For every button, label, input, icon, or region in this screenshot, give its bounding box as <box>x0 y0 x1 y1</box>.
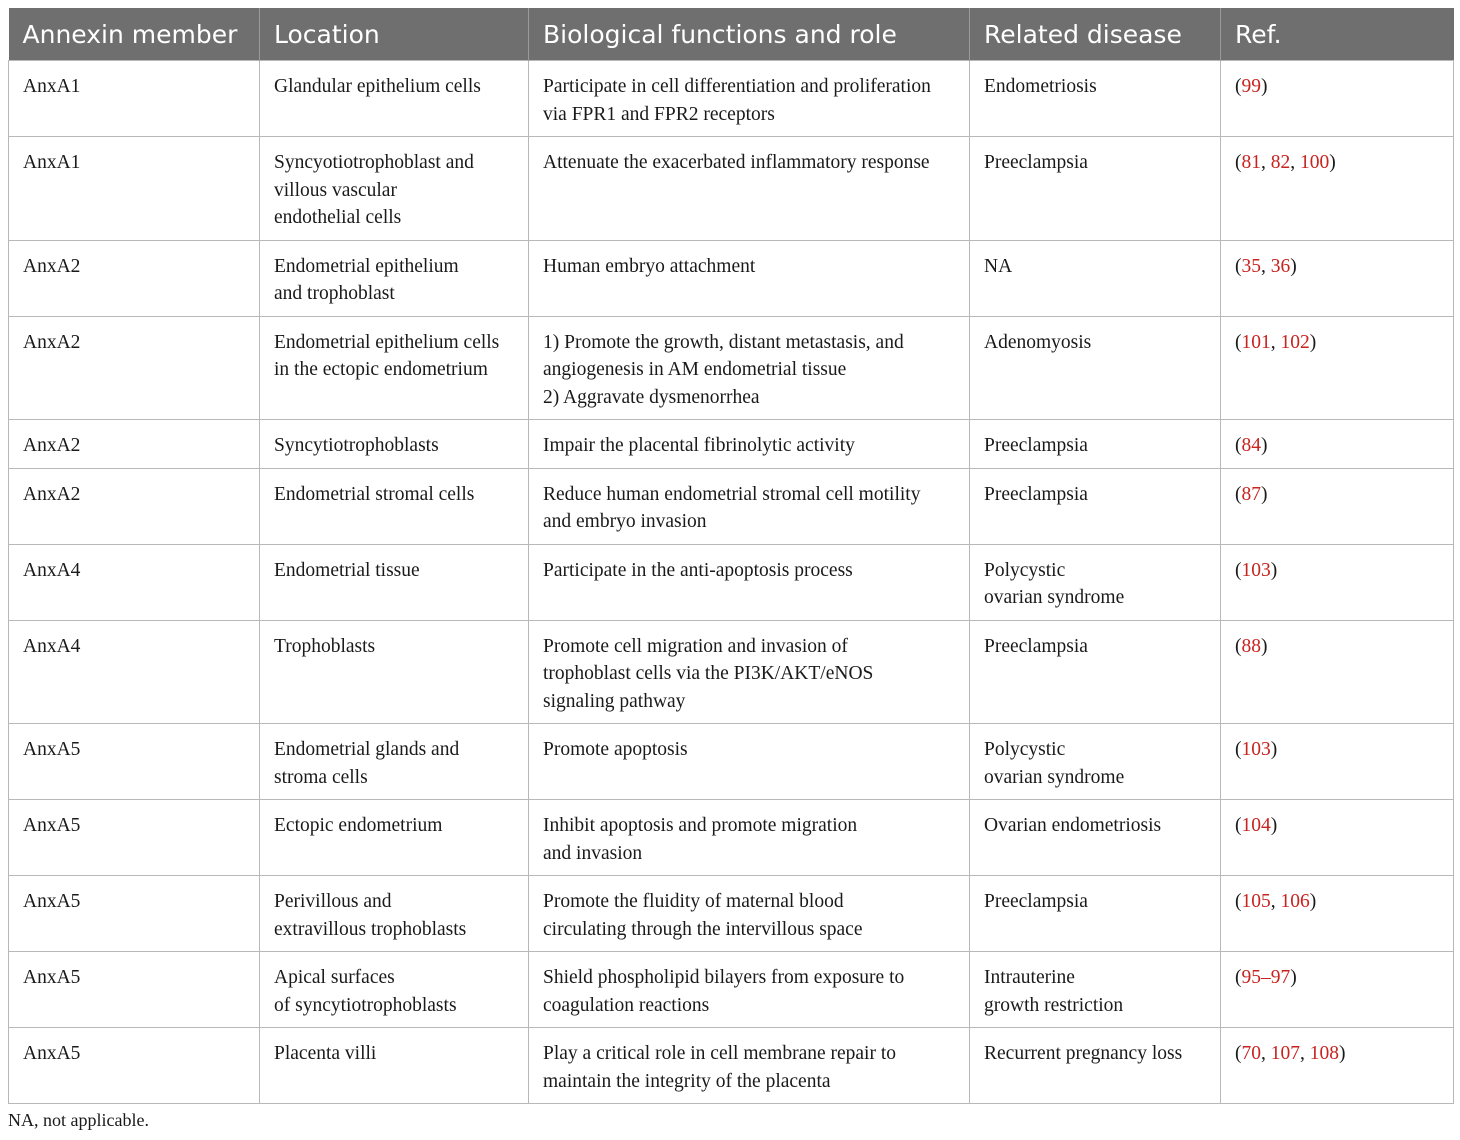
ref-link[interactable]: 101 <box>1241 331 1271 353</box>
cell-disease <box>970 240 1221 316</box>
ref-link[interactable]: 103 <box>1241 559 1271 581</box>
cell-location <box>260 800 529 876</box>
cell-ref: (70, 107, 108) <box>1221 1028 1454 1104</box>
table-body <box>9 61 1454 1104</box>
cell-ref: (99) <box>1221 61 1454 137</box>
ref-link[interactable]: 36 <box>1270 255 1291 277</box>
cell-function-line: angiogenesis in AM endometrial tissue <box>543 359 847 380</box>
cell-function-line: signaling pathway <box>543 690 686 712</box>
cell-location-line: Syncyotiotrophoblast and <box>274 152 474 173</box>
header-biological-functions: Biological functions and role <box>529 8 970 61</box>
cell-function <box>529 316 970 420</box>
cell-location-line: in the ectopic endometrium <box>274 359 488 380</box>
ref-link[interactable]: 88 <box>1241 635 1261 657</box>
cell-location-line: Trophoblasts <box>274 635 376 657</box>
cell-function-line: maintain the integrity of the placenta <box>543 1070 831 1092</box>
cell-function-line: Play a critical role in cell membrane repair to <box>543 1043 897 1064</box>
table-row <box>9 1028 1454 1104</box>
cell-location <box>260 620 529 724</box>
cell-location <box>260 468 529 544</box>
cell-function-line: Participate in the anti-apoptosis process <box>543 559 853 581</box>
ref-link[interactable]: 102 <box>1280 331 1310 353</box>
cell-function-line: Reduce human endometrial stromal cell motility <box>543 483 921 505</box>
ref-link[interactable]: 105 <box>1241 891 1271 912</box>
cell-function-line: via FPR1 and FPR2 receptors <box>543 103 775 125</box>
cell-function-line: and invasion <box>543 842 643 864</box>
cell-location <box>260 61 529 137</box>
cell-function <box>529 620 970 724</box>
cell-member-line: AnxA2 <box>23 255 81 277</box>
ref-link[interactable]: 87 <box>1241 483 1261 505</box>
cell-location-line: endothelial cells <box>274 207 402 228</box>
cell-function-line: circulating through the intervillous space <box>543 918 863 940</box>
cell-ref: (81, 82, 100) <box>1221 137 1454 241</box>
cell-ref: (101, 102) <box>1221 316 1454 420</box>
cell-function <box>529 952 970 1028</box>
cell-function-line: Attenuate the exacerbated inflammatory response <box>543 152 930 173</box>
cell-member <box>9 420 260 469</box>
cell-location-line: Ectopic endometrium <box>274 815 443 836</box>
ref-link[interactable]: 84 <box>1241 435 1261 456</box>
ref-link[interactable]: 107 <box>1270 1043 1300 1064</box>
table-row <box>9 876 1454 952</box>
cell-disease <box>970 61 1221 137</box>
cell-disease-line: Polycystic <box>984 739 1066 760</box>
cell-disease-line: growth restriction <box>984 994 1124 1016</box>
cell-disease <box>970 468 1221 544</box>
cell-location-line: Glandular epithelium cells <box>274 76 481 97</box>
cell-location <box>260 240 529 316</box>
cell-disease <box>970 544 1221 620</box>
cell-ref: (88) <box>1221 620 1454 724</box>
cell-function-line: Promote the fluidity of maternal blood <box>543 891 844 912</box>
cell-member-line: AnxA5 <box>23 891 81 912</box>
cell-disease-line: Preeclampsia <box>984 435 1088 456</box>
cell-disease-line: Intrauterine <box>984 967 1075 988</box>
cell-member <box>9 468 260 544</box>
table-row <box>9 724 1454 800</box>
table-row <box>9 420 1454 469</box>
table-row <box>9 468 1454 544</box>
cell-location <box>260 420 529 469</box>
table-footnote: NA, not applicable. <box>8 1110 149 1130</box>
cell-member-line: AnxA5 <box>23 967 81 988</box>
cell-ref: (35, 36) <box>1221 240 1454 316</box>
cell-disease-line: Ovarian endometriosis <box>984 815 1162 836</box>
header-annexin-member: Annexin member <box>9 8 260 61</box>
cell-member <box>9 137 260 241</box>
cell-function-line: Human embryo attachment <box>543 255 756 277</box>
ref-link[interactable]: 81 <box>1241 152 1261 173</box>
cell-location-line: Apical surfaces <box>274 967 395 988</box>
cell-disease-line: Adenomyosis <box>984 331 1092 353</box>
table-header-row <box>9 8 1454 61</box>
ref-link[interactable]: 106 <box>1280 891 1310 912</box>
cell-member <box>9 800 260 876</box>
cell-member <box>9 61 260 137</box>
cell-disease-line: Preeclampsia <box>984 483 1088 505</box>
cell-function-line: 2) Aggravate dysmenorrhea <box>543 386 760 408</box>
table-row <box>9 952 1454 1028</box>
cell-member <box>9 952 260 1028</box>
cell-ref: (105, 106) <box>1221 876 1454 952</box>
cell-function <box>529 1028 970 1104</box>
cell-member-line: AnxA2 <box>23 483 81 505</box>
cell-disease-line: Polycystic <box>984 559 1066 581</box>
cell-location <box>260 544 529 620</box>
ref-link[interactable]: 35 <box>1241 255 1261 277</box>
cell-ref: (87) <box>1221 468 1454 544</box>
cell-member <box>9 1028 260 1104</box>
cell-location <box>260 952 529 1028</box>
cell-function-line: Impair the placental fibrinolytic activity <box>543 435 855 456</box>
cell-member-line: AnxA2 <box>23 435 81 456</box>
cell-member-line: AnxA5 <box>23 739 81 760</box>
table-row <box>9 240 1454 316</box>
header-related-disease: Related disease <box>970 8 1221 61</box>
cell-ref: (103) <box>1221 544 1454 620</box>
ref-link[interactable]: 70 <box>1241 1043 1261 1064</box>
table-row <box>9 137 1454 241</box>
table-row <box>9 61 1454 137</box>
cell-location-line: Endometrial glands and <box>274 739 460 760</box>
cell-ref: (84) <box>1221 420 1454 469</box>
cell-function-line: Inhibit apoptosis and promote migration <box>543 815 858 836</box>
ref-link[interactable]: 104 <box>1241 815 1271 836</box>
cell-disease-line: Preeclampsia <box>984 635 1088 657</box>
cell-member <box>9 316 260 420</box>
cell-disease <box>970 876 1221 952</box>
cell-function <box>529 137 970 241</box>
cell-function-line: 1) Promote the growth, distant metastasis, and <box>543 331 904 353</box>
cell-member <box>9 544 260 620</box>
cell-location <box>260 316 529 420</box>
ref-link[interactable]: 82 <box>1270 152 1291 173</box>
cell-disease <box>970 420 1221 469</box>
table-row <box>9 544 1454 620</box>
cell-function <box>529 468 970 544</box>
cell-member <box>9 240 260 316</box>
cell-function-line: Participate in cell differentiation and proliferation <box>543 76 931 97</box>
cell-function <box>529 420 970 469</box>
cell-member-line: AnxA4 <box>23 635 81 657</box>
cell-member <box>9 620 260 724</box>
cell-function-line: Promote apoptosis <box>543 739 688 760</box>
cell-function-line: trophoblast cells via the PI3K/AKT/eNOS <box>543 663 874 684</box>
cell-member-line: AnxA1 <box>23 152 81 173</box>
cell-ref: (95–97) <box>1221 952 1454 1028</box>
table-row <box>9 620 1454 724</box>
cell-ref: (104) <box>1221 800 1454 876</box>
cell-location-line: Placenta villi <box>274 1043 377 1064</box>
cell-function <box>529 240 970 316</box>
cell-disease <box>970 620 1221 724</box>
annexin-table-container <box>8 8 1453 1104</box>
cell-function-line: and embryo invasion <box>543 511 707 532</box>
cell-function <box>529 800 970 876</box>
table-row <box>9 800 1454 876</box>
cell-function <box>529 61 970 137</box>
cell-function-line: Shield phospholipid bilayers from exposure to <box>543 967 905 988</box>
table-row <box>9 316 1454 420</box>
cell-member-line: AnxA2 <box>23 331 81 353</box>
ref-link[interactable]: 103 <box>1241 739 1271 760</box>
cell-disease-line: ovarian syndrome <box>984 587 1125 608</box>
cell-disease <box>970 952 1221 1028</box>
cell-disease-line: Preeclampsia <box>984 152 1088 173</box>
cell-location-line: Endometrial epithelium cells <box>274 331 500 353</box>
cell-disease-line: ovarian syndrome <box>984 766 1125 788</box>
ref-link[interactable]: 100 <box>1300 152 1330 173</box>
cell-member-line: AnxA5 <box>23 1043 81 1064</box>
cell-disease <box>970 316 1221 420</box>
header-ref: Ref. <box>1221 8 1454 61</box>
cell-disease-line: Endometriosis <box>984 76 1097 97</box>
cell-function-line: Promote cell migration and invasion of <box>543 635 848 657</box>
ref-link[interactable]: 99 <box>1241 76 1261 97</box>
cell-location-line: Endometrial stromal cells <box>274 483 475 505</box>
ref-link[interactable]: 95–97 <box>1241 967 1291 988</box>
cell-member <box>9 724 260 800</box>
cell-member-line: AnxA1 <box>23 76 81 97</box>
cell-disease-line: NA <box>984 255 1013 277</box>
cell-location-line: Perivillous and <box>274 891 392 912</box>
cell-location-line: of syncytiotrophoblasts <box>274 994 457 1016</box>
cell-location <box>260 137 529 241</box>
cell-location-line: Endometrial tissue <box>274 559 420 581</box>
annexin-table <box>8 8 1454 1104</box>
cell-function <box>529 876 970 952</box>
ref-link[interactable]: 108 <box>1309 1043 1339 1064</box>
cell-function <box>529 724 970 800</box>
cell-disease <box>970 800 1221 876</box>
cell-location-line: extravillous trophoblasts <box>274 918 467 940</box>
cell-location-line: stroma cells <box>274 766 368 788</box>
cell-member-line: AnxA4 <box>23 559 81 581</box>
header-location: Location <box>260 8 529 61</box>
cell-location-line: Syncytiotrophoblasts <box>274 435 439 456</box>
cell-disease <box>970 724 1221 800</box>
cell-location <box>260 724 529 800</box>
cell-disease-line: Recurrent pregnancy loss <box>984 1043 1183 1064</box>
cell-function <box>529 544 970 620</box>
cell-location <box>260 876 529 952</box>
cell-location-line: Endometrial epithelium <box>274 255 459 277</box>
cell-disease-line: Preeclampsia <box>984 891 1088 912</box>
cell-disease <box>970 1028 1221 1104</box>
cell-member <box>9 876 260 952</box>
cell-ref: (103) <box>1221 724 1454 800</box>
cell-disease <box>970 137 1221 241</box>
cell-function-line: coagulation reactions <box>543 994 710 1016</box>
cell-location-line: villous vascular <box>274 179 397 201</box>
cell-location <box>260 1028 529 1104</box>
cell-member-line: AnxA5 <box>23 815 81 836</box>
cell-location-line: and trophoblast <box>274 283 395 304</box>
